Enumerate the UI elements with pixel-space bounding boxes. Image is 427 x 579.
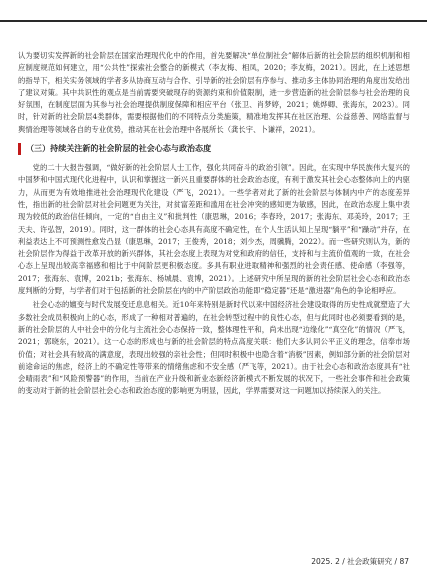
paragraph-governance: 认为要切实发挥新的社会阶层在国家治理现代化中的作用，首先要解决“单位制社会”解体后新的社会阶层的组织机制和相应制度规范如何建立，用“公共性”探索社会整合的新模式（李友梅、相凤，2020；李友梅，2021）。因此，在上述思想的指导下，相关实务领域的学者多从协商互动与合作、引导新的社会阶层有序参与、推动多主体协同治理的角度出发给出了建议对策。其中共识性的观点是当前需要突破现存的资源约束和价值限制，进一步营造新的社会阶层参与社会治理的良好氛围，在制度层面为其参与社会治理提供制度保障和相应平台（张卫、肖梦婷，2021；姚烨卿、张海东，2023）。同时，针对新的社会阶层4类群体，需要根据他们的不同特点分类施策，精准地发挥其在社区治理、公益慈善、网络监督与舆情治理等领域各自的专业优势，推动其在社会治理中各展所长（龚长宇、卜谦祥，2021）。 [18, 51, 410, 134]
section-heading [18, 142, 410, 156]
paragraph-social-mentality: 社会心态的嬗变与时代发展变迁息息相关。近10年来特别是新时代以来中国经济社会建设取得的历史性成就塑造了大多数社会成员积极向上的心态，形成了一种相对普遍的，在社会转型过程中的良性心态，但与此同时也必须要看到的是，新的社会阶层的人中社会中的分化与主流社会心态保持一致，整体理性平和，尚未出现“边缘化”“真空化”的情况（严飞，2021；郭晓东，2021）。这一心态的形成也与新的社会阶层的特点高度关联：他们大多认同公平正义的理念，信奉市场价值；对社会具有较高的满意度，表现出较强的亲社会性；但同时积极中也隐含着“消极”因素，例如部分新的社会阶层对前途命运的焦虑，经济上的不确定性等带来的情绪焦虑和不安全感（严飞等，2021）。由于社会心态和政治态度具有“社会晴雨表”和“风险预警器”的作用，当前在产业升级和新业态新经济新模式不断发展的状况下，一些社会事件和社会政策的变动对于新的社会阶层社会心态和政治态度的影响更为明显，因此，学界需要对这一问题加以持续深入的关注。 [18, 300, 410, 396]
page-footer: 2025. 2 / 社会政策研究 / 87 [311, 557, 409, 566]
section-marker-icon [18, 143, 21, 155]
article-body [18, 50, 410, 400]
paragraph-political-attitude: 党的二十大报告强调，“做好新的社会阶层人士工作，强化共同奋斗的政治引领”。因此，在实现中华民族伟大复兴的中国梦和中国式现代化进程中，认识和掌握这一新兴且重要群体的社会政治态度，有利于激发其社会心态整体向上的内驱力，从而更为有效地推进社会治理现代化建设（严飞，2021）。一些学者对此了新的社会阶层与体制内中产的态度差异性，指出新的社会阶层对社会问题更为关注，对贫富差距和滥用在社会冲突的感知更为敏感，因此，在政治态度上集中表现为较低的政治信任倾向，一定的“自由主义”和批判性（康思琳，2016；李春玲，2017；张海东、邓美玲，2017；王天夫、许弘智，2019）。同时，这一群体的社会心态具有高度不确定性，在个人生活认知上呈现“躺平”和“躁动”并存，在利益表达上不可预测性愈发凸显（康思琳，2017；王俊秀，2018；刘少杰，周骥腾，2022）。而一些研究则认为，新的社会阶层作为得益于改革开放的新兴群体，其社会态度上表现为对党和政府的信任，支持和与主流价值观的一致，在社会心态上呈现出较高幸福感和相比于中间阶层更积极态度。多具有职业进取精神和强烈的社会责任感、使命感（李强等，2017；张海东、袁博，2021b；张海东、杨城晨、袁博，2021）。上述研究中所呈现的新的社会阶层社会心态和政治态度判断的分野，与学者们对于包括新的社会阶层在内的中产阶层政治功能即“稳定器”还是“激进器”角色的争论相呼应。 [18, 163, 410, 296]
section-heading-text: （三）持续关注新的社会阶层的社会心态与政治态度 [26, 144, 212, 154]
header-rule [0, 20, 427, 22]
